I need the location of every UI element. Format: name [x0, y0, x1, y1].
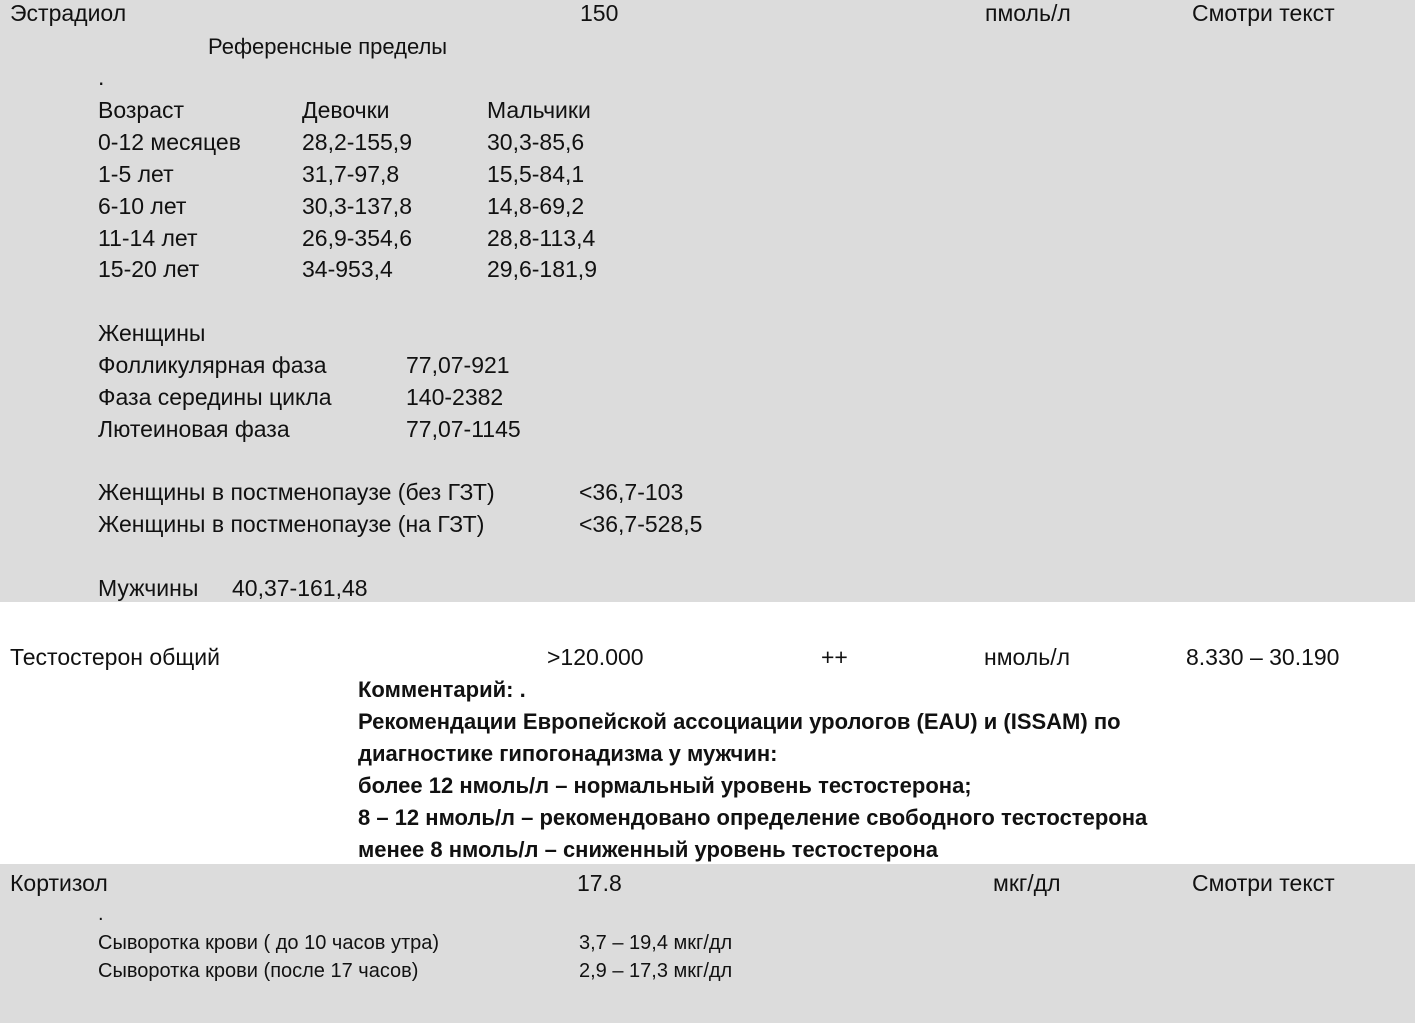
testosterone-reference: 8.330 – 30.190 [1186, 644, 1340, 670]
estradiol-reference: Смотри текст [1192, 0, 1335, 26]
serum-range: 3,7 – 19,4 мкг/дл [579, 932, 733, 954]
table-row-age: 0-12 месяцев [98, 129, 241, 155]
testosterone-unit: нмоль/л [984, 644, 1071, 670]
serum-label: Сыворотка крови (после 17 часов) [98, 960, 419, 982]
men-label: Мужчины [98, 575, 199, 601]
testosterone-name: Тестостерон общий [10, 644, 220, 670]
phase-range: 140-2382 [406, 384, 504, 410]
comment-line: диагностике гипогонадизма у мужчин: [358, 741, 778, 766]
table-row-age: 6-10 лет [98, 193, 187, 219]
testosterone-value: >120.000 [547, 644, 644, 670]
table-row-boys: 30,3-85,6 [487, 129, 585, 155]
estradiol-unit: пмоль/л [985, 0, 1071, 26]
estradiol-value: 150 [580, 0, 619, 26]
table-row-boys: 15,5-84,1 [487, 161, 585, 187]
boys-header: Мальчики [487, 97, 591, 123]
table-row-age: 15-20 лет [98, 256, 200, 282]
postmeno-range: <36,7-103 [579, 479, 684, 505]
phase-label: Лютеиновая фаза [98, 416, 290, 442]
women-title: Женщины [98, 320, 206, 346]
cortisol-reference: Смотри текст [1192, 870, 1335, 896]
postmeno-range: <36,7-528,5 [579, 511, 703, 537]
cortisol-name: Кортизол [10, 870, 108, 896]
table-row-boys: 28,8-113,4 [487, 225, 596, 251]
phase-range: 77,07-1145 [406, 416, 521, 442]
girls-header: Девочки [302, 97, 390, 123]
table-row-girls: 30,3-137,8 [302, 193, 412, 219]
cortisol-unit: мкг/дл [993, 870, 1061, 896]
phase-range: 77,07-921 [406, 352, 510, 378]
comment-line: менее 8 нмоль/л – сниженный уровень тестостерона [358, 837, 938, 862]
comment-line: Комментарий: . [358, 677, 526, 702]
table-row-boys: 14,8-69,2 [487, 193, 585, 219]
postmeno-label: Женщины в постменопаузе (на ГЗТ) [98, 511, 485, 537]
table-row-girls: 34-953,4 [302, 256, 393, 282]
table-row-age: 1-5 лет [98, 161, 174, 187]
serum-range: 2,9 – 17,3 мкг/дл [579, 960, 733, 982]
table-row-girls: 28,2-155,9 [302, 129, 412, 155]
cortisol-value: 17.8 [577, 870, 622, 896]
serum-label: Сыворотка крови ( до 10 часов утра) [98, 932, 440, 954]
comment-line: 8 – 12 нмоль/л – рекомендовано определение свободного тестостерона [358, 805, 1148, 830]
phase-label: Фаза середины цикла [98, 384, 332, 410]
postmeno-label: Женщины в постменопаузе (без ГЗТ) [98, 479, 495, 505]
dot-separator: . [98, 903, 104, 925]
dot-separator: . [98, 64, 105, 90]
men-range: 40,37-161,48 [232, 575, 368, 601]
phase-label: Фолликулярная фаза [98, 352, 327, 378]
table-row-boys: 29,6-181,9 [487, 256, 597, 282]
comment-line: более 12 нмоль/л – нормальный уровень тестостерона; [358, 773, 972, 798]
reference-title: Референсные пределы [208, 34, 448, 59]
comment-line: Рекомендации Европейской ассоциации урологов (EAU) и (ISSAM) по [358, 709, 1121, 734]
table-row-girls: 26,9-354,6 [302, 225, 412, 251]
age-header: Возраст [98, 97, 185, 123]
estradiol-name: Эстрадиол [10, 0, 127, 26]
table-row-age: 11-14 лет [98, 225, 198, 251]
testosterone-flag: ++ [821, 644, 848, 670]
table-row-girls: 31,7-97,8 [302, 161, 400, 187]
